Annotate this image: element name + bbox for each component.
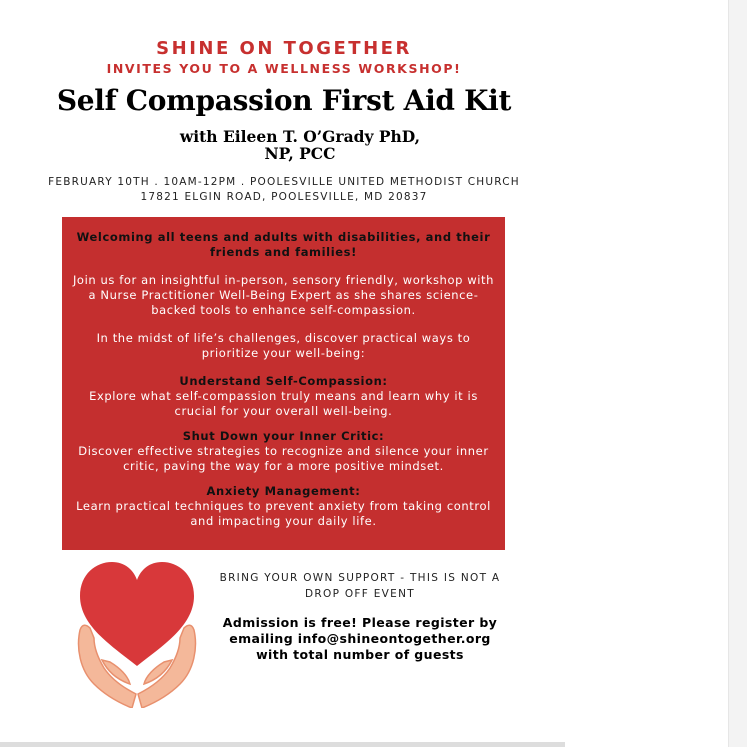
section-body: Learn practical techniques to prevent anxiety from taking control and impacting your daily life.	[76, 499, 491, 528]
midst-text: In the midst of life’s challenges, discover practical ways to prioritize your well-being:	[96, 331, 471, 360]
welcome-text: Welcoming all teens and adults with disabilities, and their friends and families!	[76, 230, 491, 259]
bottom-edge	[0, 742, 565, 747]
heart-in-hands-icon	[72, 558, 202, 708]
invitation-line: INVITES YOU TO A WELLNESS WORKSHOP!	[106, 61, 462, 76]
event-date-time-place: FEBRUARY 10TH . 10AM-12PM . POOLESVILLE UNITED METHODIST CHURCH	[48, 176, 520, 188]
section-inner-critic	[72, 429, 495, 474]
support-note: BRING YOUR OWN SUPPORT - THIS IS NOT A DROP OFF EVENT	[219, 572, 501, 600]
intro-text: Join us for an insightful in-person, sensory friendly, workshop with a Nurse Practitioner Well-Being Expert as she shares science-backed tools to enhance self-compassion.	[72, 273, 495, 317]
section-body: Explore what self-compassion truly means and learn why it is crucial for your overall well-being.	[89, 389, 478, 418]
section-self-compassion	[72, 374, 495, 419]
workshop-title: Self Compassion First Aid Kit	[56, 84, 512, 117]
section-body: Discover effective strategies to recognize and silence your inner critic, paving the way for a more positive mindset.	[78, 444, 489, 473]
admission-info: Admission is free! Please register by emailing info@shineontogether.org with total number of guests	[222, 615, 498, 662]
side-scrollbar	[728, 0, 747, 747]
presenter-line-1: with Eileen T. O’Grady PhD,	[179, 127, 421, 146]
section-heading: Understand Self-Compassion:	[179, 374, 388, 388]
presenter-credit	[150, 128, 450, 162]
section-heading: Anxiety Management:	[206, 484, 361, 498]
section-heading: Shut Down your Inner Critic:	[182, 429, 385, 443]
presenter-line-2: NP, PCC	[264, 144, 336, 163]
description-panel	[62, 217, 505, 550]
event-details	[0, 175, 568, 205]
organization-name: SHINE ON TOGETHER	[156, 38, 412, 59]
heart-icon	[80, 562, 194, 666]
section-anxiety	[72, 484, 495, 529]
event-address: 17821 ELGIN ROAD, POOLESVILLE, MD 20837	[140, 191, 428, 203]
